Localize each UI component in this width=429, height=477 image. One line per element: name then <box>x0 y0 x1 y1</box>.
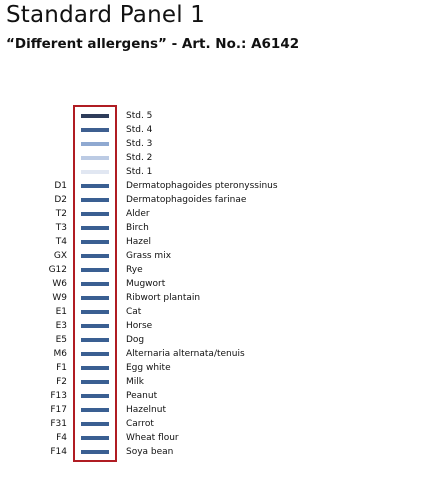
allergen-label: Alternaria alternata/tenuis <box>126 349 245 359</box>
allergen-band <box>81 240 109 244</box>
allergen-band <box>81 198 109 202</box>
allergen-code: W6 <box>52 279 67 289</box>
allergen-label: Egg white <box>126 363 171 373</box>
allergen-label: Grass mix <box>126 251 172 261</box>
allergen-row <box>0 207 429 221</box>
allergen-band <box>81 338 109 342</box>
allergen-label: Std. 5 <box>126 111 153 121</box>
allergen-row <box>0 445 429 459</box>
allergen-code: D2 <box>54 195 67 205</box>
page-subtitle: “Different allergens” - Art. No.: A6142 <box>6 36 300 52</box>
allergen-row <box>0 249 429 263</box>
allergen-band <box>81 366 109 370</box>
allergen-code: E3 <box>55 321 67 331</box>
allergen-band <box>81 408 109 412</box>
allergen-row <box>0 235 429 249</box>
allergen-code: T4 <box>55 237 67 247</box>
allergen-label: Rye <box>126 265 143 275</box>
allergen-band <box>81 282 109 286</box>
allergen-row <box>0 123 429 137</box>
allergen-row <box>0 109 429 123</box>
allergen-label: Birch <box>126 223 149 233</box>
allergen-row <box>0 417 429 431</box>
allergen-band <box>81 212 109 216</box>
allergen-label: Peanut <box>126 391 158 401</box>
allergen-row <box>0 263 429 277</box>
allergen-band <box>81 436 109 440</box>
allergen-band <box>81 310 109 314</box>
allergen-row <box>0 431 429 445</box>
allergen-band <box>81 380 109 384</box>
allergen-label: Milk <box>126 377 144 387</box>
allergen-row <box>0 221 429 235</box>
allergen-label: Std. 3 <box>126 139 153 149</box>
allergen-band <box>81 254 109 258</box>
allergen-label: Carrot <box>126 419 154 429</box>
allergen-label: Std. 4 <box>126 125 153 135</box>
allergen-band <box>81 170 109 174</box>
allergen-band <box>81 394 109 398</box>
allergen-label: Hazel <box>126 237 152 247</box>
allergen-row <box>0 179 429 193</box>
allergen-code: G12 <box>48 265 67 275</box>
allergen-code: F14 <box>50 447 67 457</box>
allergen-band <box>81 114 109 118</box>
allergen-band <box>81 450 109 454</box>
allergen-code: F13 <box>50 391 67 401</box>
allergen-row <box>0 277 429 291</box>
allergen-label: Dermatophagoides farinae <box>126 195 247 205</box>
allergen-code: E1 <box>55 307 67 317</box>
allergen-code: F17 <box>50 405 67 415</box>
allergen-row <box>0 375 429 389</box>
allergen-row <box>0 319 429 333</box>
allergen-band <box>81 296 109 300</box>
allergen-band <box>81 268 109 272</box>
allergen-row <box>0 305 429 319</box>
allergen-band <box>81 184 109 188</box>
allergen-code: E5 <box>55 335 67 345</box>
allergen-row <box>0 137 429 151</box>
allergen-row <box>0 193 429 207</box>
allergen-label: Horse <box>126 321 153 331</box>
allergen-band <box>81 142 109 146</box>
allergen-row <box>0 333 429 347</box>
allergen-row <box>0 403 429 417</box>
allergen-band <box>81 226 109 230</box>
allergen-row <box>0 151 429 165</box>
allergen-row <box>0 165 429 179</box>
allergen-band <box>81 422 109 426</box>
allergen-band <box>81 324 109 328</box>
allergen-label: Ribwort plantain <box>126 293 201 303</box>
allergen-row <box>0 291 429 305</box>
allergen-code: M6 <box>53 349 67 359</box>
allergen-label: Soya bean <box>126 447 174 457</box>
allergen-code: D1 <box>54 181 67 191</box>
allergen-code: W9 <box>52 293 67 303</box>
allergen-label: Dermatophagoides pteronyssinus <box>126 181 278 191</box>
page-title: Standard Panel 1 <box>6 2 206 28</box>
allergen-code: F1 <box>56 363 67 373</box>
allergen-code: F4 <box>56 433 67 443</box>
allergen-code: F31 <box>50 419 67 429</box>
allergen-code: GX <box>53 251 67 261</box>
allergen-code: T3 <box>55 223 67 233</box>
allergen-band <box>81 352 109 356</box>
allergen-label: Cat <box>126 307 142 317</box>
allergen-band <box>81 128 109 132</box>
allergen-label: Dog <box>126 335 145 345</box>
allergen-label: Std. 2 <box>126 153 153 163</box>
allergen-label: Alder <box>126 209 150 219</box>
allergen-label: Mugwort <box>126 279 166 289</box>
allergen-label: Hazelnut <box>126 405 166 415</box>
allergen-row <box>0 347 429 361</box>
allergen-label: Std. 1 <box>126 167 153 177</box>
allergen-band <box>81 156 109 160</box>
allergen-label: Wheat flour <box>126 433 179 443</box>
allergen-row <box>0 361 429 375</box>
allergen-code: F2 <box>56 377 67 387</box>
allergen-code: T2 <box>55 209 67 219</box>
allergen-row <box>0 389 429 403</box>
